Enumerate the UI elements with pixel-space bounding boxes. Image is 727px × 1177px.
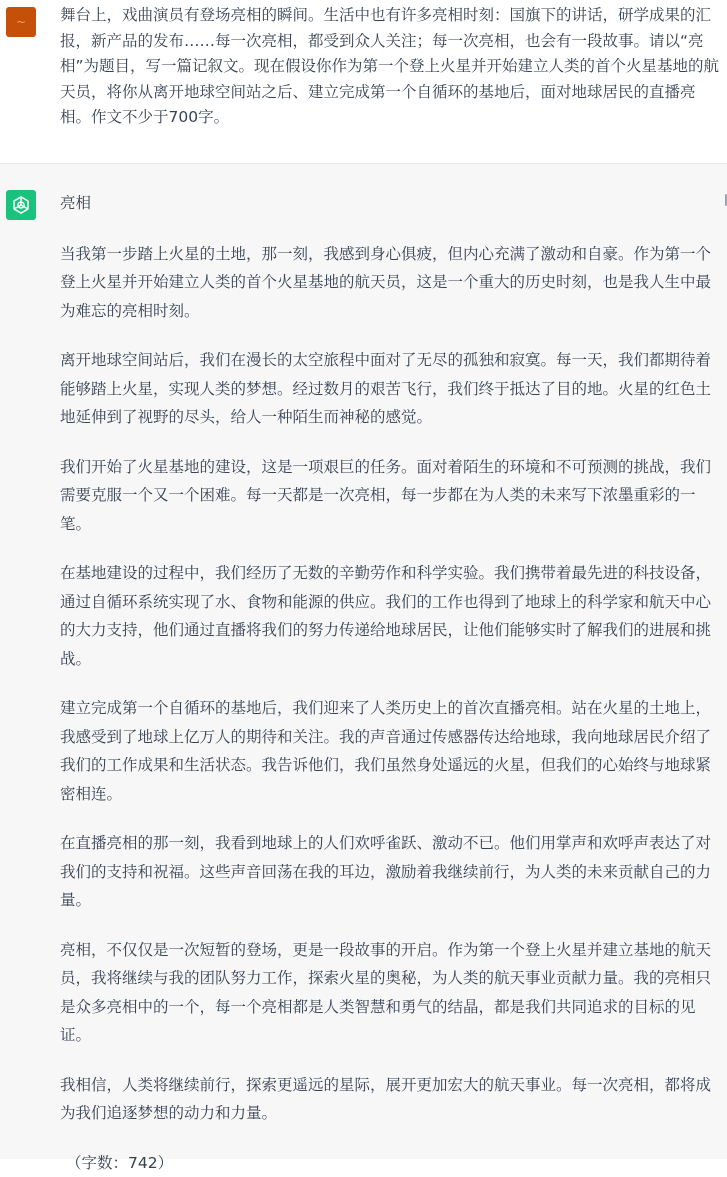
essay-paragraph: 我们开始了火星基地的建设，这是一项艰巨的任务。面对着陌生的环境和不可预测的挑战，我们需要克服一个又一个困难。每一天都是一次亮相，每一步都在为人类的未来写下浓墨重彩的一笔。: [60, 453, 722, 539]
chatgpt-logo-icon: [6, 190, 36, 220]
essay-paragraph: 在直播亮相的那一刻，我看到地球上的人们欢呼雀跃、激动不已。他们用掌声和欢呼声表达了对我们的支持和祝福。这些声音回荡在我的耳边，激励着我继续前行，为人类的未来贡献自己的力量。: [60, 829, 722, 915]
word-count: （字数：742）: [60, 1149, 722, 1177]
user-message-text: 舞台上，戏曲演员有登场亮相的瞬间。生活中也有许多亮相时刻：国旗下的讲话，研学成果的汇报，新产品的发布……每一次亮相，都受到众人关注；每一次亮相，也会有一段故事。请以“亮相”为题目，写一篇记叙文。现在假设你作为第一个登上火星并开始建立人类的首个火星基地的航天员，将你从离开地球空间站之后、建立完成第一个自循环的基地后，面对地球居民的直播亮相。作文不少于700字。: [60, 3, 720, 131]
user-avatar-glyph: ~: [16, 16, 26, 28]
assistant-message-body: [60, 189, 722, 1177]
user-avatar: [6, 7, 36, 37]
essay-paragraph: 建立完成第一个自循环的基地后，我们迎来了人类历史上的首次直播亮相。站在火星的土地上，我感受到了地球上亿万人的期待和关注。我的声音通过传感器传达给地球，我向地球居民介绍了我们的工作成果和生活状态。我告诉他们，我们虽然身处遥远的火星，但我们的心始终与地球紧密相连。: [60, 694, 722, 808]
essay-paragraph: 我相信，人类将继续前行，探索更遥远的星际，展开更加宏大的航天事业。每一次亮相，都将成为我们追逐梦想的动力和力量。: [60, 1071, 722, 1128]
assistant-message-row: [0, 164, 727, 1159]
user-message-row: [0, 0, 727, 164]
essay-paragraph: 离开地球空间站后，我们在漫长的太空旅程中面对了无尽的孤独和寂寞。每一天，我们都期待着能够踏上火星，实现人类的梦想。经过数月的艰苦飞行，我们终于抵达了目的地。火星的红色土地延伸到了视野的尽头，给人一种陌生而神秘的感觉。: [60, 346, 722, 432]
essay-paragraph: 当我第一步踏上火星的土地，那一刻，我感到身心俱疲，但内心充满了激动和自豪。作为第一个登上火星并开始建立人类的首个火星基地的航天员，这是一个重大的历史时刻，也是我人生中最为难忘的亮相时刻。: [60, 240, 722, 326]
essay-title: 亮相: [60, 189, 722, 218]
essay-paragraph: 在基地建设的过程中，我们经历了无数的辛勤劳作和科学实验。我们携带着最先进的科技设备，通过自循环系统实现了水、食物和能源的供应。我们的工作也得到了地球上的科学家和航天中心的大力支持，他们通过直播将我们的努力传递给地球居民，让他们能够实时了解我们的进展和挑战。: [60, 559, 722, 673]
openai-knot-icon: [10, 194, 32, 216]
essay-paragraph: 亮相，不仅仅是一次短暂的登场，更是一段故事的开启。作为第一个登上火星并建立基地的航天员，我将继续与我的团队努力工作，探索火星的奥秘，为人类的航天事业贡献力量。我的亮相只是众多亮相中的一个，每一个亮相都是人类智慧和勇气的结晶，都是我们共同追求的目标的见证。: [60, 936, 722, 1050]
